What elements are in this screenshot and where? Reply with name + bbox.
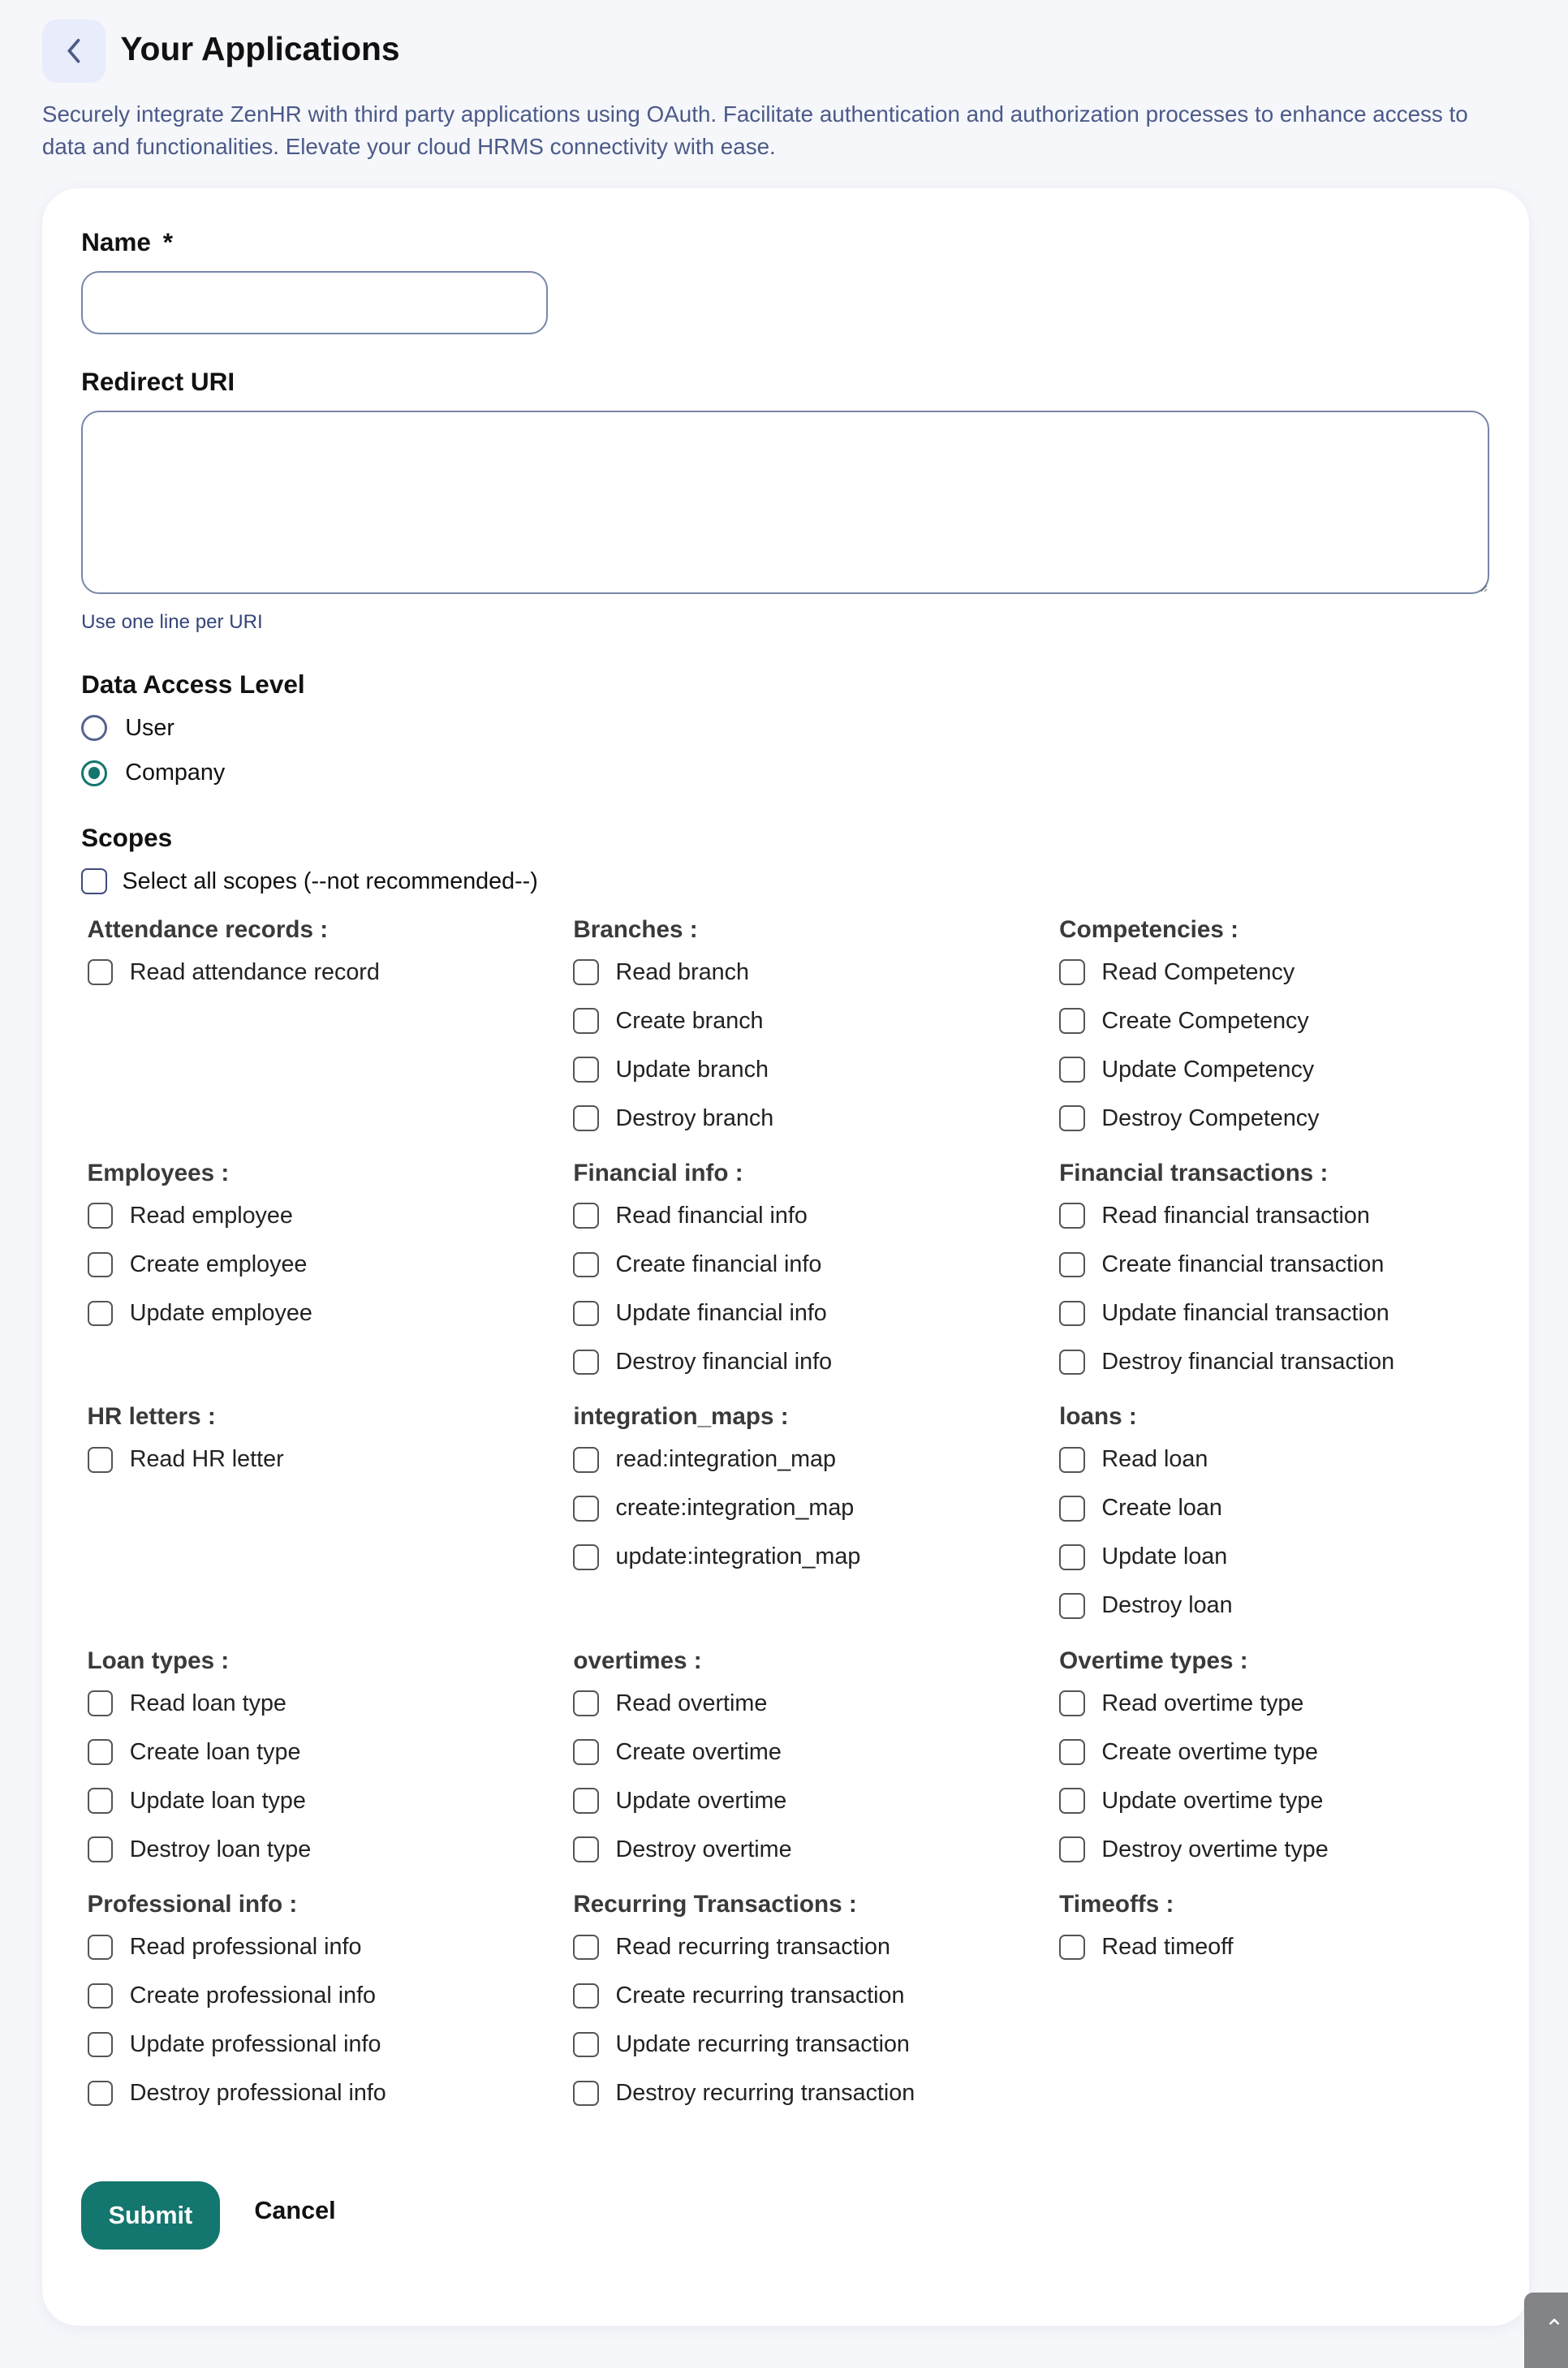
scope-label: Read recurring transaction — [615, 1933, 890, 1960]
scope-label: Read loan — [1101, 1446, 1208, 1473]
scope-checkbox[interactable] — [1059, 1240, 1545, 1289]
checkbox-icon — [573, 1008, 599, 1034]
radio-selected-icon — [81, 760, 107, 786]
scope-label: Read attendance record — [129, 958, 380, 985]
checkbox-icon — [88, 2032, 114, 2058]
chevron-left-icon — [63, 37, 84, 64]
scope-group — [1059, 912, 1545, 1144]
scope-label: Read financial info — [615, 1202, 808, 1229]
scope-checkbox[interactable] — [1059, 948, 1545, 997]
scope-checkbox[interactable] — [573, 1436, 1059, 1484]
scope-group-title: Employees : — [87, 1159, 230, 1186]
scope-checkbox[interactable] — [573, 1533, 1059, 1582]
scope-group-title: overtimes : — [573, 1647, 702, 1674]
scope-group-title: Overtime types : — [1059, 1647, 1248, 1674]
scope-label: Destroy financial transaction — [1101, 1349, 1395, 1376]
scope-checkbox[interactable] — [573, 1728, 1059, 1776]
scope-label: Update overtime type — [1101, 1787, 1324, 1814]
scope-checkbox[interactable] — [573, 1338, 1059, 1387]
scope-group — [573, 1399, 1059, 1631]
scope-group-title: Branches : — [573, 915, 698, 943]
scopes-label: Scopes — [81, 823, 173, 853]
radio-label: User — [125, 714, 174, 741]
scope-group-title: Competencies : — [1059, 915, 1239, 943]
scope-label: Create financial info — [615, 1251, 822, 1277]
redirect-uri-hint: Use one line per URI — [81, 610, 263, 633]
scope-label: Read branch — [615, 958, 749, 985]
scope-label: Update financial transaction — [1101, 1300, 1389, 1326]
scope-group-title: Financial info : — [573, 1159, 743, 1186]
scope-checkbox[interactable] — [1059, 1338, 1545, 1387]
checkbox-icon — [1059, 1836, 1085, 1862]
scope-checkbox[interactable] — [88, 1289, 574, 1337]
radio-company[interactable] — [81, 760, 225, 786]
scope-checkbox[interactable] — [1059, 1582, 1545, 1630]
checkbox-icon — [88, 1447, 114, 1473]
scope-label: Create professional info — [129, 1982, 377, 2008]
scope-checkbox[interactable] — [573, 1045, 1059, 1094]
scope-checkbox[interactable] — [88, 1728, 574, 1776]
checkbox-icon — [573, 1301, 599, 1327]
name-input[interactable] — [81, 271, 548, 334]
checkbox-icon — [573, 1350, 599, 1376]
scope-checkbox[interactable] — [1059, 1191, 1545, 1240]
checkbox-icon — [573, 1788, 599, 1814]
checkbox-icon — [1059, 1739, 1085, 1765]
data-access-level-label: Data Access Level — [81, 669, 305, 700]
scope-group-title: Professional info : — [87, 1890, 298, 1918]
scope-checkbox[interactable] — [88, 1971, 574, 2020]
submit-button[interactable]: Submit — [81, 2181, 220, 2249]
scope-label: create:integration_map — [615, 1495, 855, 1522]
scope-group — [573, 912, 1059, 1144]
scope-checkbox[interactable] — [573, 948, 1059, 997]
checkbox-icon — [573, 1544, 599, 1570]
scope-checkbox[interactable] — [573, 1825, 1059, 1874]
scope-checkbox[interactable] — [1059, 1728, 1545, 1776]
checkbox-icon — [1059, 1350, 1085, 1376]
scope-label: read:integration_map — [615, 1446, 836, 1473]
cancel-button[interactable]: Cancel — [254, 2196, 336, 2224]
checkbox-icon — [88, 1690, 114, 1716]
scope-label: Update loan type — [129, 1787, 306, 1814]
scope-label: Destroy loan — [1101, 1592, 1233, 1619]
checkbox-icon — [573, 2032, 599, 2058]
scope-checkbox[interactable] — [88, 1776, 574, 1825]
scope-group-title: Recurring Transactions : — [573, 1890, 857, 1918]
page-description: Securely integrate ZenHR with third party applications using OAuth. Facilitate authentication and authorization processes to enhance access to data and functionalities. Elevate your cloud HRMS connectivity with ease. — [41, 101, 1468, 160]
checkbox-icon — [1059, 959, 1085, 985]
checkbox-icon — [1059, 1447, 1085, 1473]
scope-label: Destroy Competency — [1101, 1104, 1320, 1131]
scope-label: Destroy financial info — [615, 1349, 833, 1376]
checkbox-icon — [1059, 1544, 1085, 1570]
scope-checkbox[interactable] — [573, 1191, 1059, 1240]
checkbox-icon — [88, 1252, 114, 1278]
scope-group — [88, 1399, 574, 1631]
scope-label: Update Competency — [1101, 1056, 1315, 1083]
scope-group — [573, 1887, 1059, 2119]
checkbox-icon — [1059, 1057, 1085, 1083]
scope-label: Read overtime — [615, 1690, 768, 1716]
scope-checkbox[interactable] — [88, 1191, 574, 1240]
checkbox-icon — [88, 1983, 114, 2009]
scope-checkbox[interactable] — [1059, 1289, 1545, 1337]
scope-checkbox[interactable] — [573, 997, 1059, 1045]
checkbox-icon — [573, 1935, 599, 1961]
scope-checkbox[interactable] — [88, 1825, 574, 1874]
scope-checkbox[interactable] — [1059, 1094, 1545, 1143]
scope-checkbox[interactable] — [1059, 1679, 1545, 1728]
scope-checkbox[interactable] — [88, 1679, 574, 1728]
scope-label: Destroy recurring transaction — [615, 2080, 915, 2107]
scope-group — [1059, 1643, 1545, 1875]
scope-checkbox[interactable] — [573, 1922, 1059, 1971]
checkbox-icon — [573, 1836, 599, 1862]
name-label — [81, 227, 173, 257]
scope-checkbox[interactable] — [573, 1679, 1059, 1728]
scope-label: Read timeoff — [1101, 1933, 1234, 1960]
checkbox-icon — [573, 1203, 599, 1229]
scope-label: Create overtime type — [1101, 1738, 1318, 1765]
radio-user[interactable] — [81, 715, 174, 742]
scope-label: Read employee — [129, 1202, 293, 1229]
scope-checkbox[interactable] — [573, 2021, 1059, 2069]
select-all-label: Select all scopes (--not recommended--) — [122, 868, 538, 894]
scope-group — [88, 1887, 574, 2119]
scope-label: Read financial transaction — [1101, 1202, 1370, 1229]
scope-label: Update professional info — [129, 2031, 381, 2058]
scope-group-title: Attendance records : — [87, 915, 329, 943]
scope-checkbox[interactable] — [573, 1971, 1059, 2020]
scope-checkbox[interactable] — [1059, 1922, 1545, 1971]
scope-label: Read professional info — [129, 1933, 362, 1960]
scope-label: Read Competency — [1101, 958, 1295, 985]
name-label-text: Name — [81, 226, 151, 256]
scope-label: Update overtime — [615, 1787, 787, 1814]
scope-checkbox[interactable] — [1059, 1045, 1545, 1094]
radio-label: Company — [125, 760, 226, 786]
radio-icon — [81, 715, 107, 741]
scope-group-title: Timeoffs : — [1059, 1890, 1174, 1918]
scope-group — [1059, 1887, 1545, 2119]
scope-label: Create branch — [615, 1007, 764, 1034]
checkbox-icon — [573, 1496, 599, 1522]
scope-label: Update loan — [1101, 1544, 1228, 1570]
checkbox-icon — [573, 1739, 599, 1765]
scope-label: Create recurring transaction — [615, 1982, 905, 2008]
scope-group — [1059, 1156, 1545, 1388]
scope-label: Create loan — [1101, 1495, 1222, 1522]
scope-group-title: Loan types : — [87, 1647, 230, 1674]
checkbox-icon — [88, 1739, 114, 1765]
checkbox-icon — [573, 1057, 599, 1083]
scope-group — [1059, 1399, 1545, 1631]
checkbox-icon — [88, 1836, 114, 1862]
checkbox-icon — [88, 1301, 114, 1327]
checkbox-icon — [573, 1447, 599, 1473]
checkbox-icon — [1059, 1496, 1085, 1522]
scope-group-title: HR letters : — [87, 1403, 216, 1431]
scope-group — [88, 1156, 574, 1388]
required-marker: * — [162, 226, 173, 256]
scope-checkbox[interactable] — [573, 2069, 1059, 2118]
scope-group — [88, 1643, 574, 1875]
scope-checkbox[interactable] — [1059, 997, 1545, 1045]
scope-checkbox[interactable] — [88, 1436, 574, 1484]
checkbox-icon — [1059, 1690, 1085, 1716]
scope-group-title: Financial transactions : — [1059, 1159, 1329, 1186]
checkbox-icon — [1059, 1008, 1085, 1034]
scope-checkbox[interactable] — [1059, 1484, 1545, 1533]
scope-label: Create financial transaction — [1101, 1251, 1385, 1277]
scope-label: Read HR letter — [129, 1446, 284, 1473]
checkbox-icon — [573, 1252, 599, 1278]
scope-label: Destroy overtime — [615, 1836, 792, 1862]
scroll-to-top-button[interactable] — [1524, 2293, 1568, 2368]
redirect-uri-input[interactable] — [81, 411, 1489, 594]
scope-checkbox[interactable] — [1059, 1436, 1545, 1484]
checkbox-icon — [1059, 1593, 1085, 1619]
scope-checkbox[interactable] — [573, 1289, 1059, 1337]
scope-label: Destroy overtime type — [1101, 1836, 1329, 1862]
scope-group — [88, 912, 574, 1144]
scope-group — [573, 1643, 1059, 1875]
checkbox-icon — [573, 1105, 599, 1131]
checkbox-icon — [573, 959, 599, 985]
scope-checkbox[interactable] — [573, 1484, 1059, 1533]
page-title: Your Applications — [120, 30, 400, 68]
scope-label: Update branch — [615, 1056, 769, 1083]
scope-label: Update financial info — [615, 1300, 827, 1326]
scope-checkbox[interactable] — [1059, 1776, 1545, 1825]
scope-group-title: integration_maps : — [573, 1403, 789, 1431]
checkbox-icon — [573, 1690, 599, 1716]
application-form — [42, 188, 1529, 2327]
scope-group-title: loans : — [1059, 1403, 1137, 1431]
scope-label: Destroy branch — [615, 1104, 774, 1131]
scope-checkbox[interactable] — [573, 1094, 1059, 1143]
checkbox-icon — [1059, 1252, 1085, 1278]
checkbox-icon — [88, 1788, 114, 1814]
scope-label: Update employee — [129, 1300, 312, 1326]
checkbox-icon — [81, 868, 107, 894]
select-all-scopes-checkbox[interactable] — [81, 868, 538, 895]
scope-label: update:integration_map — [615, 1544, 861, 1570]
scope-checkbox[interactable] — [88, 1240, 574, 1289]
scope-label: Read overtime type — [1101, 1690, 1304, 1716]
scope-label: Destroy professional info — [129, 2080, 386, 2107]
scope-checkbox[interactable] — [1059, 1533, 1545, 1582]
checkbox-icon — [1059, 1105, 1085, 1131]
scope-label: Create overtime — [615, 1738, 782, 1765]
scope-label: Create loan type — [129, 1738, 301, 1765]
scope-label: Read loan type — [129, 1690, 286, 1716]
checkbox-icon — [1059, 1301, 1085, 1327]
scope-label: Create employee — [129, 1251, 308, 1277]
scope-checkbox[interactable] — [573, 1240, 1059, 1289]
redirect-uri-label: Redirect URI — [81, 367, 235, 397]
checkbox-icon — [88, 1935, 114, 1961]
checkbox-icon — [88, 2081, 114, 2107]
scope-label: Destroy loan type — [129, 1836, 312, 1862]
checkbox-icon — [573, 1983, 599, 2009]
scope-checkbox[interactable] — [88, 2069, 574, 2118]
scope-label: Update recurring transaction — [615, 2031, 910, 2058]
scope-label: Create Competency — [1101, 1007, 1309, 1034]
scope-checkbox[interactable] — [88, 1922, 574, 1971]
scope-groups — [88, 912, 1546, 2119]
back-button[interactable] — [42, 19, 106, 83]
scope-checkbox[interactable] — [573, 1776, 1059, 1825]
checkbox-icon — [1059, 1203, 1085, 1229]
scope-checkbox[interactable] — [88, 948, 574, 997]
scope-checkbox[interactable] — [1059, 1825, 1545, 1874]
checkbox-icon — [88, 959, 114, 985]
checkbox-icon — [1059, 1788, 1085, 1814]
scope-group — [573, 1156, 1059, 1388]
checkbox-icon — [573, 2081, 599, 2107]
scope-checkbox[interactable] — [88, 2021, 574, 2069]
chevron-up-icon: ⌃ — [1544, 2315, 1565, 2343]
checkbox-icon — [1059, 1935, 1085, 1961]
checkbox-icon — [88, 1203, 114, 1229]
